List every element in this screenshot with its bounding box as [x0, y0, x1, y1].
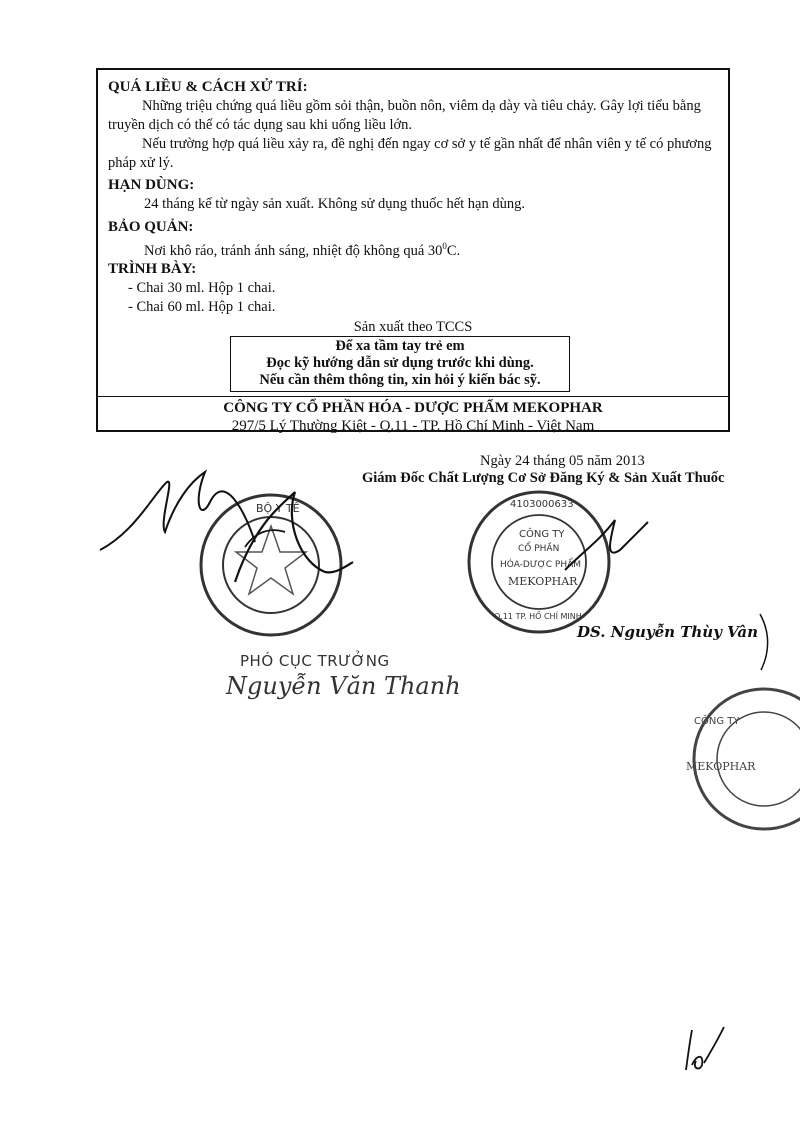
expiry-heading: HẠN DÙNG:: [108, 177, 195, 193]
expiry-section: [108, 176, 720, 214]
presentation-section: [108, 260, 720, 317]
presentation-item: - Chai 60 ml. Hộp 1 chai.: [128, 299, 276, 315]
company-stamp-line: CÔNG TY: [519, 529, 565, 540]
approval-title: PHÓ CỤC TRƯỞNG: [240, 652, 390, 670]
partial-company-stamp: [672, 684, 800, 834]
storage-text: [108, 237, 720, 261]
company-stamp-line: HÓA-DƯỢC PHẨM: [500, 560, 582, 570]
company-stamp-line: CỔ PHẦN: [518, 544, 560, 554]
warning-line: Nếu cần thêm thông tin, xin hỏi ý kiến bác sỹ.: [259, 372, 541, 388]
company-stamp-line: MEKOPHAR: [508, 575, 578, 588]
overdose-section: [108, 78, 720, 173]
company-stamp-line: Q.11 TP. HỒ CHÍ MINH: [494, 612, 582, 621]
signature-title: Giám Đốc Chất Lượng Cơ Sở Đăng Ký & Sản Xuất Thuốc: [362, 470, 725, 486]
initials-mark: [678, 1025, 728, 1075]
warning-line: Đọc kỹ hướng dẫn sử dụng trước khi dùng.: [266, 355, 534, 371]
margin-bracket: [758, 612, 772, 672]
approval-signature: [95, 462, 355, 592]
partial-stamp-text: MEKOPHAR: [686, 760, 756, 773]
approval-name: Nguyễn Văn Thanh: [226, 672, 461, 700]
leaflet-frame: [96, 68, 730, 432]
warning-box: [230, 336, 570, 392]
storage-heading: BẢO QUẢN:: [108, 219, 194, 235]
expiry-text: 24 tháng kể từ ngày sản xuất. Không sử dụng thuốc hết hạn dùng.: [144, 196, 525, 212]
presentation-heading: TRÌNH BÀY:: [108, 261, 197, 277]
divider: [98, 396, 728, 397]
storage-unit: C.: [446, 242, 461, 259]
warning-line: Để xa tầm tay trẻ em: [335, 338, 465, 354]
company-stamp-id: 4103000633: [510, 499, 574, 510]
storage-section: [108, 218, 720, 261]
overdose-heading: QUÁ LIỀU & CÁCH XỬ TRÍ:: [108, 79, 308, 95]
overdose-paragraph-2: Nếu trường hợp quá liều xảy ra, đề nghị đến ngay cơ sở y tế gần nhất để nhân viên y tế có phương pháp xử lý.: [108, 136, 712, 171]
standard-text: Sản xuất theo TCCS: [353, 319, 473, 335]
company-address: 297/5 Lý Thường Kiệt - Q.11 - TP. Hồ Chí Minh - Việt Nam: [231, 418, 595, 434]
signature-date: Ngày 24 tháng 05 năm 2013: [480, 453, 645, 469]
agency-stamp-text: BỘ Y TẾ: [256, 502, 300, 515]
company-block: [98, 399, 728, 435]
director-name: DS. Nguyễn Thùy Vân: [577, 623, 759, 641]
storage-text-main: Nơi khô ráo, tránh ánh sáng, nhiệt độ không quá 30: [144, 242, 443, 259]
overdose-paragraph-1: Những triệu chứng quá liều gồm sỏi thận, buồn nôn, viêm dạ dày và tiêu chảy. Gây lợi tiểu bằng truyền dịch có thể có tác dụng sau khi uống liều lớn.: [108, 98, 701, 133]
partial-stamp-text: CÔNG TY: [694, 716, 740, 727]
director-signature: [560, 510, 650, 580]
company-name: CÔNG TY CỔ PHẦN HÓA - DƯỢC PHẨM MEKOPHAR: [223, 400, 603, 416]
presentation-item: - Chai 30 ml. Hộp 1 chai.: [128, 280, 276, 296]
storage-degree: 0: [442, 241, 447, 251]
